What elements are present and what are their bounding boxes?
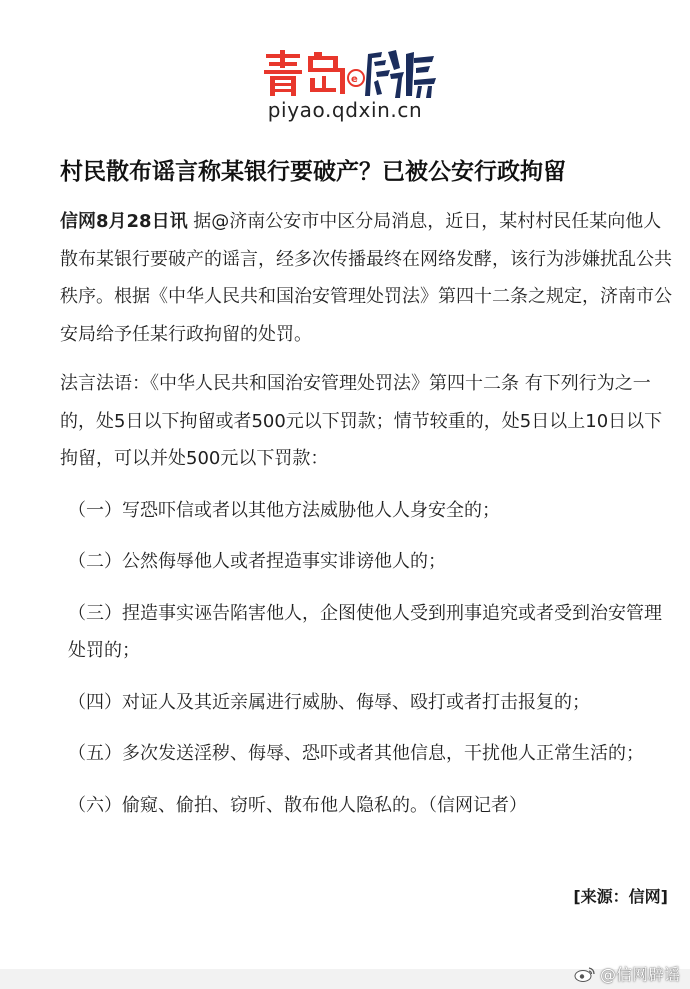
law-item-5: （五）多次发送淫秽、侮辱、恐吓或者其他信息，干扰他人正常生活的； xyxy=(68,743,644,764)
lead-text: 据@济南公安市中区分局消息，近日，某村村民任某向他人散布某银行要破产的谣言，经多次传播最终在网络发酵，该行为涉嫌扰乱公共秩序。根据《中华人民共和国治安管理处罚法》第四十二条之规定，济南市公安局给予任某行政拘留的处罚。 xyxy=(60,211,672,345)
source-label: [来源：信网] xyxy=(573,887,668,906)
law-item-1: （一）写恐吓信或者以其他方法威胁他人人身安全的； xyxy=(68,499,500,521)
weibo-icon xyxy=(574,966,596,982)
article-headline: 村民散布谣言称某银行要破产？已被公安行政拘留 xyxy=(60,159,566,185)
lead-paragraph xyxy=(60,203,675,353)
svg-text:e: e xyxy=(351,74,358,85)
law-item-2: （二）公然侮辱他人或者捏造事实诽谤他人的； xyxy=(68,551,446,572)
law-item-3: （三）捏造事实诬告陷害他人，企图使他人受到刑事追究或者受到治安管理处罚的； xyxy=(68,602,662,661)
site-url[interactable]: piyao.qdxin.cn xyxy=(267,98,423,122)
site-header xyxy=(0,40,690,130)
watermark-text: @信网辟谣 xyxy=(599,965,680,984)
law-item-4: （四）对证人及其近亲属进行威胁、侮辱、殴打或者打击报复的； xyxy=(68,691,590,713)
piyao-logo xyxy=(264,48,438,100)
article-body xyxy=(60,203,675,824)
lead-tag: 信网8月28日讯 xyxy=(60,211,188,232)
weibo-watermark xyxy=(574,962,680,985)
law-item-6: （六）偷窥、偷拍、窃听、散布他人隐私的。（信网记者） xyxy=(68,794,527,816)
law-paragraph: 法言法语：《中华人民共和国治安管理处罚法》第四十二条 有下列行为之一的，处5日以下拘留或者500元以下罚款；情节较重的，处5日以上10日以下拘留，可以并处500元以下罚款： xyxy=(60,373,663,469)
